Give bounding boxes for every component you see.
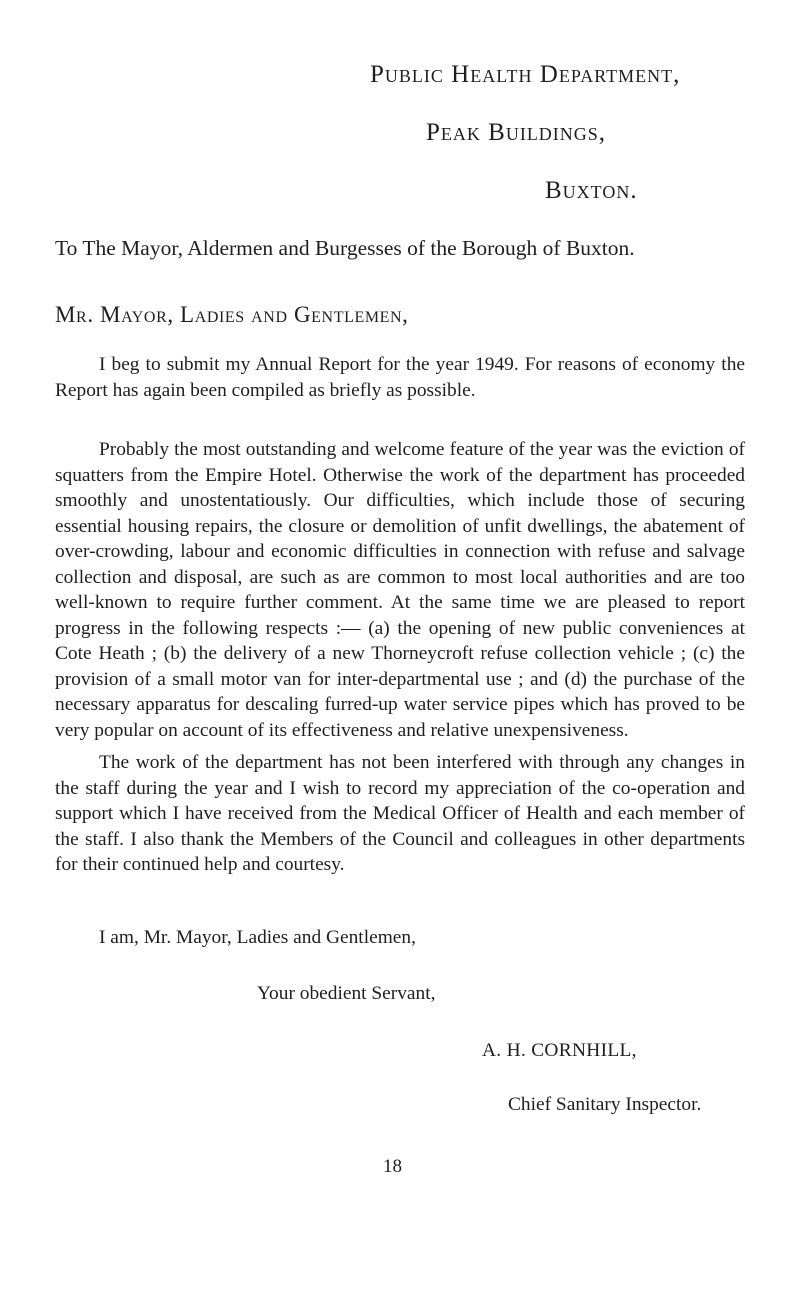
address-line-town: Buxton.: [545, 177, 638, 204]
body-paragraph-thanks: The work of the department has not been interfered with through any changes in the staff during the year and I wish to record my appreciation of the co-operation and support which I have received from the Medical Officer of Health and each member of the staff. I also thank the Members of the Council and colleagues in other departments for their continued help and courtesy.: [55, 752, 745, 875]
addressee-line: To The Mayor, Aldermen and Burgesses of the Borough of Buxton.: [55, 236, 635, 260]
salutation: Mr. Mayor, Ladies and Gentlemen,: [55, 302, 409, 327]
body-paragraph-submission: I beg to submit my Annual Report for the year 1949. For reasons of economy the Report has again been compiled as briefly as possible.: [55, 354, 745, 401]
signatory-title: Chief Sanitary Inspector.: [508, 1094, 702, 1115]
address-line-building: Peak Buildings,: [426, 119, 607, 146]
page-number: 18: [383, 1156, 402, 1177]
closing-line: I am, Mr. Mayor, Ladies and Gentlemen,: [99, 927, 416, 948]
body-paragraph-progress: Probably the most outstanding and welcome feature of the year was the eviction of squatters from the Empire Hotel. Otherwise the work of the department has proceeded smoothly and unostentatiously. Our difficulties, which include those of securing essential housing repairs, the closure or demolition of unfit dwellings, the abatement of over-crowding, labour and economic difficulties in connection with refuse and salvage collection and disposal, are such as are common to most local authorities and are too well-known to require further comment. At the same time we are pleased to report progress in the following respects :— (a) the opening of new public conveniences at Cote Heath ; (b) the delivery of a new Thorneycroft refuse collection vehicle ; (c) the provision of a small motor van for inter-departmental use ; and (d) the purchase of the necessary apparatus for descaling furred-up water service pipes which has proved to be very popular on account of its effectiveness and relative unexpensiveness.: [55, 439, 745, 741]
signatory-name: A. H. CORNHILL,: [482, 1040, 637, 1061]
address-line-department: Public Health Department,: [370, 61, 681, 88]
valediction: Your obedient Servant,: [257, 983, 436, 1004]
